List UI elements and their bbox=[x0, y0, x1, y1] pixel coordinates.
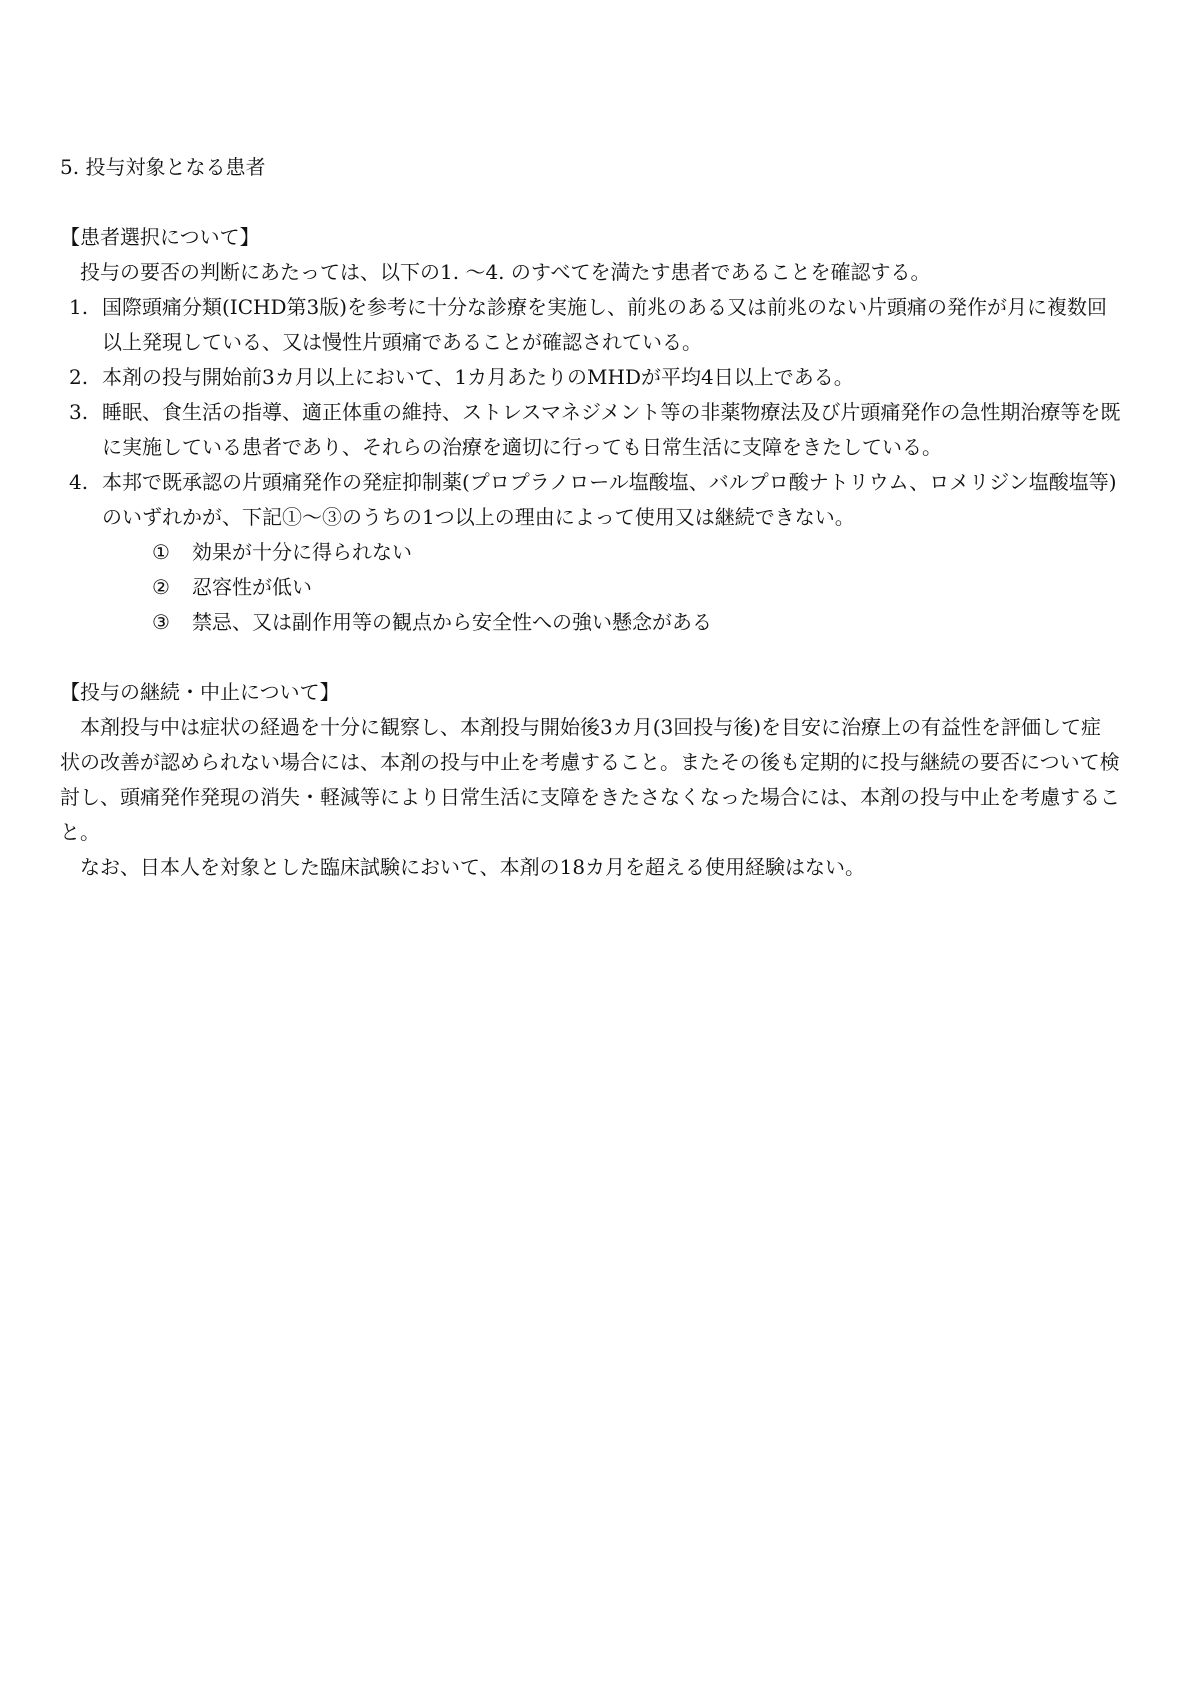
reason-item bbox=[60, 605, 1121, 640]
criteria-number: 1. bbox=[69, 295, 89, 319]
selection-heading: 【患者選択について】 bbox=[60, 225, 260, 249]
spacer bbox=[60, 185, 1121, 220]
spacer bbox=[60, 640, 1121, 675]
reason-item bbox=[60, 570, 1121, 605]
criteria-item bbox=[60, 395, 1121, 465]
criteria-item bbox=[60, 360, 1121, 395]
continuation-heading: 【投与の継続・中止について】 bbox=[60, 680, 340, 704]
reason-mark: ③ bbox=[152, 610, 170, 634]
criteria-text: 本剤の投与開始前3カ月以上において、1カ月あたりのMHDが平均4日以上である。 bbox=[102, 365, 854, 389]
reason-mark: ② bbox=[152, 575, 170, 599]
reason-text: 忍容性が低い bbox=[192, 575, 312, 599]
continuation-note: なお、日本人を対象とした臨床試験において、本剤の18カ月を超える使用経験はない。 bbox=[80, 855, 866, 879]
reason-text: 禁忌、又は副作用等の観点から安全性への強い懸念がある bbox=[192, 610, 712, 634]
reason-item bbox=[60, 535, 1121, 570]
section-title: 5. 投与対象となる患者 bbox=[60, 155, 266, 179]
criteria-item bbox=[60, 290, 1121, 360]
criteria-number: 4. bbox=[69, 470, 89, 494]
criteria-item bbox=[60, 465, 1121, 535]
reason-text: 効果が十分に得られない bbox=[192, 540, 412, 564]
reason-mark: ① bbox=[152, 540, 170, 564]
continuation-paragraph: 本剤投与中は症状の経過を十分に観察し、本剤投与開始後3カ月(3回投与後)を目安に治療上の有益性を評価して症状の改善が認められない場合には、本剤の投与中止を考慮すること。またその後も定期的に投与継続の要否について検討し、頭痛発作発現の消失・軽減等により日常生活に支障をきたさなくなった場合には、本剤の投与中止を考慮すること。 bbox=[60, 715, 1120, 844]
criteria-number: 3. bbox=[69, 400, 89, 424]
criteria-text: 国際頭痛分類(ICHD第3版)を参考に十分な診療を実施し、前兆のある又は前兆のない片頭痛の発作が月に複数回以上発現している、又は慢性片頭痛であることが確認されている。 bbox=[102, 295, 1108, 354]
criteria-text: 本邦で既承認の片頭痛発作の発症抑制薬(プロプラノロール塩酸塩、バルプロ酸ナトリウム、ロメリジン塩酸塩等)のいずれかが、下記①～③のうちの1つ以上の理由によって使用又は継続できない。 bbox=[102, 470, 1117, 529]
selection-intro: 投与の要否の判断にあたっては、以下の1. ～4. のすべてを満たす患者であることを確認する。 bbox=[80, 260, 931, 284]
criteria-text: 睡眠、食生活の指導、適正体重の維持、ストレスマネジメント等の非薬物療法及び片頭痛発作の急性期治療等を既に実施している患者であり、それらの治療を適切に行っても日常生活に支障をきたしている。 bbox=[102, 400, 1121, 459]
criteria-number: 2. bbox=[69, 365, 89, 389]
